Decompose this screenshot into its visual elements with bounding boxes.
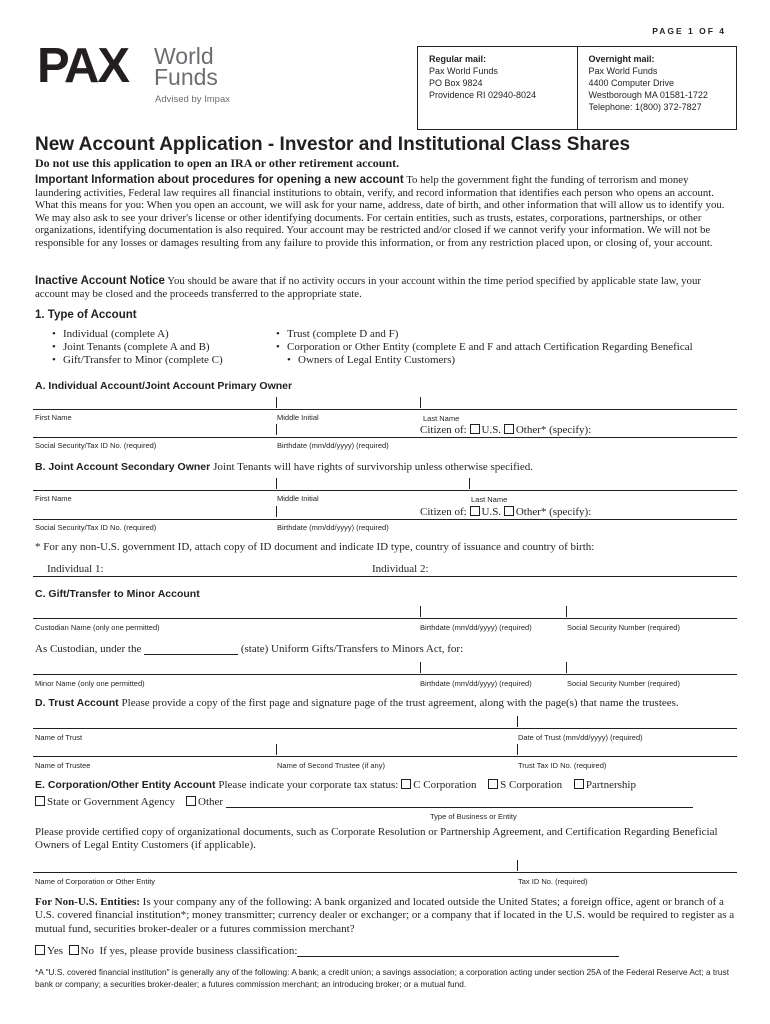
entity-type-row: State or Government Agency Other <box>35 796 693 808</box>
individual-1-label: Individual 1: <box>47 563 104 575</box>
regular-mail: Regular mail: Pax World Funds PO Box 9824 Providence RI 02940-8024 <box>429 54 537 100</box>
section-d-title: D. Trust Account Please provide a copy of the first page and signature page of the trust agreement, along with the page(s) that name the trustees. <box>35 697 679 709</box>
non-us-entity-question: Yes No If yes, please provide business classification: <box>35 945 619 957</box>
tax-id-label: Tax ID No. (required) <box>518 877 588 886</box>
partnership-checkbox[interactable] <box>574 779 584 789</box>
primary-us-checkbox[interactable] <box>470 424 480 434</box>
secondary-citizenship: Citizen of: U.S. Other* (specify): <box>420 506 592 518</box>
account-type-list-left: • Individual (complete A) • Joint Tenants (complete A and B) • Gift/Transfer to Minor (complete C) <box>52 328 223 367</box>
custodian-line[interactable] <box>33 618 737 619</box>
trust-tin-label: Trust Tax ID No. (required) <box>518 761 607 770</box>
ssn-label: Social Security/Tax ID No. (required) <box>35 523 157 532</box>
custodian-statement: As Custodian, under the (state) Uniform Gifts/Transfers to Minors Act, for: <box>35 643 464 655</box>
yes-checkbox[interactable] <box>35 945 45 955</box>
birthdate-label: Birthdate (mm/dd/yyyy) (required) <box>420 623 532 632</box>
individual-2-label: Individual 2: <box>372 563 429 575</box>
corporation-name-line[interactable] <box>33 872 737 873</box>
page-number: PAGE 1 OF 4 <box>652 26 726 36</box>
trust-name-line[interactable] <box>33 728 737 729</box>
non-us-entities: For Non-U.S. Entities: Is your company any of the following: A bank organized and located outside the United States; a foreign office, agent or branch of a U.S. covered financial institution*; money transmitter; currency dealer or exchanger; or a company that if located in the U.S. would be required to register as a mutual fund, securities broker-dealer or a futures commission merchant? <box>35 896 735 935</box>
section-a-title: A. Individual Account/Joint Account Primary Owner <box>35 380 293 392</box>
trustee-line[interactable] <box>33 756 737 757</box>
pax-world-funds-logo <box>37 39 237 108</box>
entity-documents-note: Please provide certified copy of organizational documents, such as Corporate Resolution or Partnership Agreement, and Certification Regarding Beneficial Owners of Legal Entity Customers (if applicable). <box>35 826 718 851</box>
last-name-label: Last Name <box>423 414 460 423</box>
trustee-label: Name of Trustee <box>35 761 91 770</box>
ssn-label: Social Security Number (required) <box>567 679 680 688</box>
trust-date-label: Date of Trust (mm/dd/yyyy) (required) <box>518 733 643 742</box>
trust-name-label: Name of Trust <box>35 733 83 742</box>
birthdate-label: Birthdate (mm/dd/yyyy) (required) <box>277 523 389 532</box>
secondary-ssn-line[interactable] <box>33 519 737 520</box>
primary-other-checkbox[interactable] <box>504 424 514 434</box>
section-c-title: C. Gift/Transfer to Minor Account <box>35 588 200 600</box>
first-name-label: First Name <box>35 494 72 503</box>
birthdate-label: Birthdate (mm/dd/yyyy) (required) <box>277 441 389 450</box>
footnote: *A "U.S. covered financial institution" is generally any of the following: A bank; a credit union; a savings association; a corporation acting under section 25A of the Federal Reserve Act; a trust bank or company; a securities broker-dealer; a futures commission merchant; an introducing broker; or a mutual fund. <box>35 967 730 989</box>
primary-citizenship: Citizen of: U.S. Other* (specify): <box>420 424 592 436</box>
middle-initial-label: Middle Initial <box>277 413 319 422</box>
second-trustee-label: Name of Second Trustee (if any) <box>277 761 385 770</box>
primary-name-line[interactable] <box>33 409 737 410</box>
birthdate-label: Birthdate (mm/dd/yyyy) (required) <box>420 679 532 688</box>
ssn-label: Social Security/Tax ID No. (required) <box>35 441 157 450</box>
state-agency-checkbox[interactable] <box>35 796 45 806</box>
logo-pax: PAX <box>37 39 129 93</box>
form-subtitle: Do not use this application to open an IRA or other retirement account. <box>35 156 400 170</box>
mailing-address-box <box>417 46 737 130</box>
minor-line[interactable] <box>33 674 737 675</box>
secondary-other-checkbox[interactable] <box>504 506 514 516</box>
corporation-name-label: Name of Corporation or Other Entity <box>35 877 156 886</box>
middle-initial-label: Middle Initial <box>277 494 319 503</box>
c-corp-checkbox[interactable] <box>401 779 411 789</box>
important-information: Important Information about procedures for opening a new account To help the government fight the funding of terrorism and money laundering activities, Federal law requires all financial institutions to obtain, verify, and record information that identifies each person who opens an account. What this means for you: When you open an account, we will ask for your name, address, date of birth, and other information that will allow us to identify you. We may also ask to see your driver's license or other identifying documents. For certain entities, such as trusts, estates, corporations, partnerships, or other organizations, identifying documentation is also required. Your account may be restricted and/or closed if we cannot verify your information. We will not be responsible for any losses or damages resulting from any failure to provide this information, or from any restriction placed upon, or closing of, your account. <box>35 174 725 249</box>
non-us-id-note: * For any non-U.S. government ID, attach copy of ID document and indicate ID type, country of issuance and country of birth: <box>35 541 595 553</box>
other-entity-checkbox[interactable] <box>186 796 196 806</box>
ssn-label: Social Security Number (required) <box>567 623 680 632</box>
business-type-label: Type of Business or Entity <box>430 812 517 821</box>
minor-name-label: Minor Name (only one permitted) <box>35 679 145 688</box>
logo-advised: Advised by Impax <box>155 94 230 105</box>
section-1-title: 1. Type of Account <box>35 309 137 321</box>
form-title: New Account Application - Investor and Institutional Class Shares <box>35 134 631 155</box>
overnight-mail: Overnight mail: Pax World Funds 4400 Computer Drive Westborough MA 01581-1722 Telephone: 1(800) 372-7827 <box>577 47 737 129</box>
state-field[interactable] <box>144 654 238 655</box>
inactive-account-notice: Inactive Account Notice You should be aware that if no activity occurs in your account within the time period specified by applicable state law, your account may be closed and the proceeds transferred to the appropriate state. <box>35 275 701 300</box>
secondary-us-checkbox[interactable] <box>470 506 480 516</box>
custodian-name-label: Custodian Name (only one permitted) <box>35 623 160 632</box>
account-type-list-right: • Trust (complete D and F) • Corporation or Other Entity (complete E and F and attach Certification Regarding Benefical • Owners of Legal Entity Customers) <box>276 328 693 367</box>
non-us-id-line[interactable] <box>33 576 737 577</box>
primary-ssn-line[interactable] <box>33 437 737 438</box>
section-b-title: B. Joint Account Secondary Owner Joint Tenants will have rights of survivorship unless otherwise specified. <box>35 461 533 473</box>
entity-type-field[interactable] <box>226 807 693 808</box>
last-name-label: Last Name <box>471 495 508 504</box>
no-checkbox[interactable] <box>69 945 79 955</box>
first-name-label: First Name <box>35 413 72 422</box>
logo-world-funds: World Funds <box>154 43 218 90</box>
section-e-title: E. Corporation/Other Entity Account Please indicate your corporate tax status: C Corporation S Corporation Partnership <box>35 779 636 791</box>
s-corp-checkbox[interactable] <box>488 779 498 789</box>
secondary-name-line[interactable] <box>33 490 737 491</box>
business-classification-field[interactable] <box>297 956 619 957</box>
